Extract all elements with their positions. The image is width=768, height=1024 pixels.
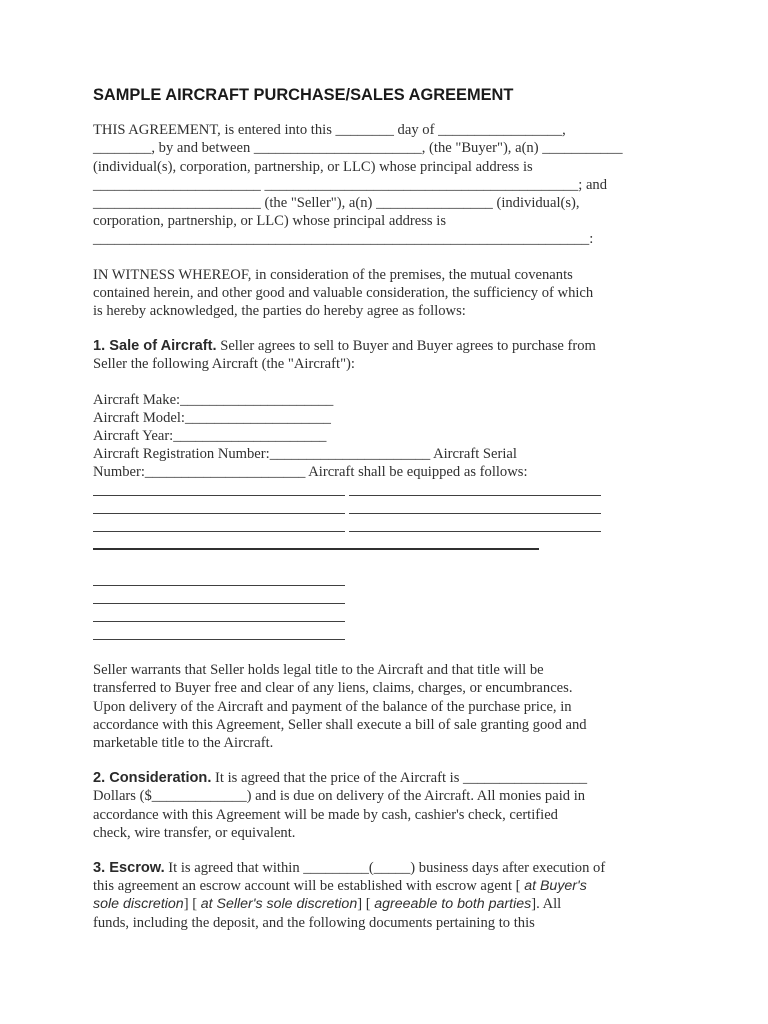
section3-text: ] [ bbox=[357, 896, 375, 913]
intro-line: _______________________ (the "Seller"), a(n) ________________ (individual(s), bbox=[93, 195, 580, 212]
blank-line bbox=[93, 590, 683, 608]
section-escrow bbox=[93, 859, 683, 932]
section-consideration bbox=[93, 769, 683, 842]
section3-first-line bbox=[93, 859, 683, 877]
section3-text: this agreement an escrow account will be established with escrow agent [ bbox=[93, 878, 525, 895]
aircraft-fields bbox=[93, 391, 683, 482]
blank-line bbox=[93, 608, 683, 626]
witness-line: contained herein, and other good and valuable consideration, the sufficiency of which bbox=[93, 284, 594, 301]
warranty-line: accordance with this Agreement, Seller shall execute a bill of sale granting good and bbox=[93, 716, 587, 733]
section2-heading: 2. Consideration. bbox=[93, 770, 212, 787]
aircraft-model-field: Aircraft Model:____________________ bbox=[93, 409, 331, 426]
aircraft-serial-field: Number:______________________ Aircraft shall be equipped as follows: bbox=[93, 464, 528, 481]
section3-option-text: at Buyer's bbox=[524, 878, 587, 895]
document-title: SAMPLE AIRCRAFT PURCHASE/SALES AGREEMENT bbox=[93, 86, 514, 104]
section3-option-text: sole discretion bbox=[93, 896, 184, 913]
intro-line: (individual(s), corporation, partnership, or LLC) whose principal address is bbox=[93, 158, 533, 175]
section3-line: funds, including the deposit, and the following documents pertaining to this bbox=[93, 914, 535, 931]
blank-line bbox=[93, 626, 683, 644]
warranty-line: transferred to Buyer free and clear of any liens, claims, charges, or encumbrances. bbox=[93, 680, 573, 697]
document-page bbox=[93, 86, 683, 932]
warranty-paragraph bbox=[93, 661, 683, 752]
section3-text: It is agreed that within _________(_____) business days after execution of bbox=[164, 859, 606, 876]
blank-line bbox=[93, 536, 683, 554]
intro-line: THIS AGREEMENT, is entered into this ________ day of _________________, bbox=[93, 122, 566, 139]
section1-heading: 1. Sale of Aircraft. bbox=[93, 338, 217, 355]
section3-option-text: agreeable to both parties bbox=[374, 896, 532, 913]
witness-line: is hereby acknowledged, the parties do hereby agree as follows: bbox=[93, 303, 466, 320]
warranty-line: Upon delivery of the Aircraft and payment of the balance of the purchase price, in bbox=[93, 698, 572, 715]
section2-first-line bbox=[93, 769, 683, 787]
blank-line bbox=[93, 571, 683, 589]
intro-line: ________, by and between _______________________, (the "Buyer"), a(n) ___________ bbox=[93, 140, 623, 157]
section2-line: Dollars ($_____________) and is due on delivery of the Aircraft. All monies paid in bbox=[93, 788, 586, 805]
section3-line bbox=[93, 877, 683, 895]
intro-paragraph bbox=[93, 121, 683, 248]
warranty-line: marketable title to the Aircraft. bbox=[93, 734, 274, 751]
section3-text: ] [ bbox=[183, 896, 201, 913]
intro-line: _______________________ ___________________________________________; and bbox=[93, 176, 608, 193]
section3-line bbox=[93, 895, 683, 913]
intro-line: corporation, partnership, or LLC) whose principal address is bbox=[93, 213, 446, 230]
blank-line bbox=[93, 482, 683, 500]
section1-line: Seller the following Aircraft (the "Aircraft"): bbox=[93, 356, 355, 373]
additional-blank-lines bbox=[93, 571, 683, 644]
witness-line: IN WITNESS WHEREOF, in consideration of the premises, the mutual covenants bbox=[93, 266, 573, 283]
section2-line: check, wire transfer, or equivalent. bbox=[93, 824, 296, 841]
section2-text: It is agreed that the price of the Aircraft is _________________ bbox=[211, 770, 588, 787]
section2-line: accordance with this Agreement will be made by cash, cashier's check, certified bbox=[93, 806, 558, 823]
blank-line bbox=[93, 518, 683, 536]
witness-paragraph bbox=[93, 266, 683, 321]
intro-line: ____________________________________________________________________: bbox=[93, 231, 594, 248]
aircraft-year-field: Aircraft Year:_____________________ bbox=[93, 428, 327, 445]
section-sale-of-aircraft bbox=[93, 337, 683, 373]
section1-first-line bbox=[93, 337, 683, 355]
section3-text: ]. All bbox=[531, 896, 562, 913]
warranty-line: Seller warrants that Seller holds legal title to the Aircraft and that title will be bbox=[93, 662, 544, 679]
section3-option-text: at Seller's sole discretion bbox=[200, 896, 358, 913]
blank-line bbox=[93, 500, 683, 518]
section3-heading: 3. Escrow. bbox=[93, 859, 165, 876]
aircraft-make-field: Aircraft Make:_____________________ bbox=[93, 391, 334, 408]
aircraft-registration-field: Aircraft Registration Number:______________________ Aircraft Serial bbox=[93, 446, 517, 463]
section1-text: Seller agrees to sell to Buyer and Buyer agrees to purchase from bbox=[216, 338, 596, 355]
equipment-blank-lines bbox=[93, 482, 683, 555]
